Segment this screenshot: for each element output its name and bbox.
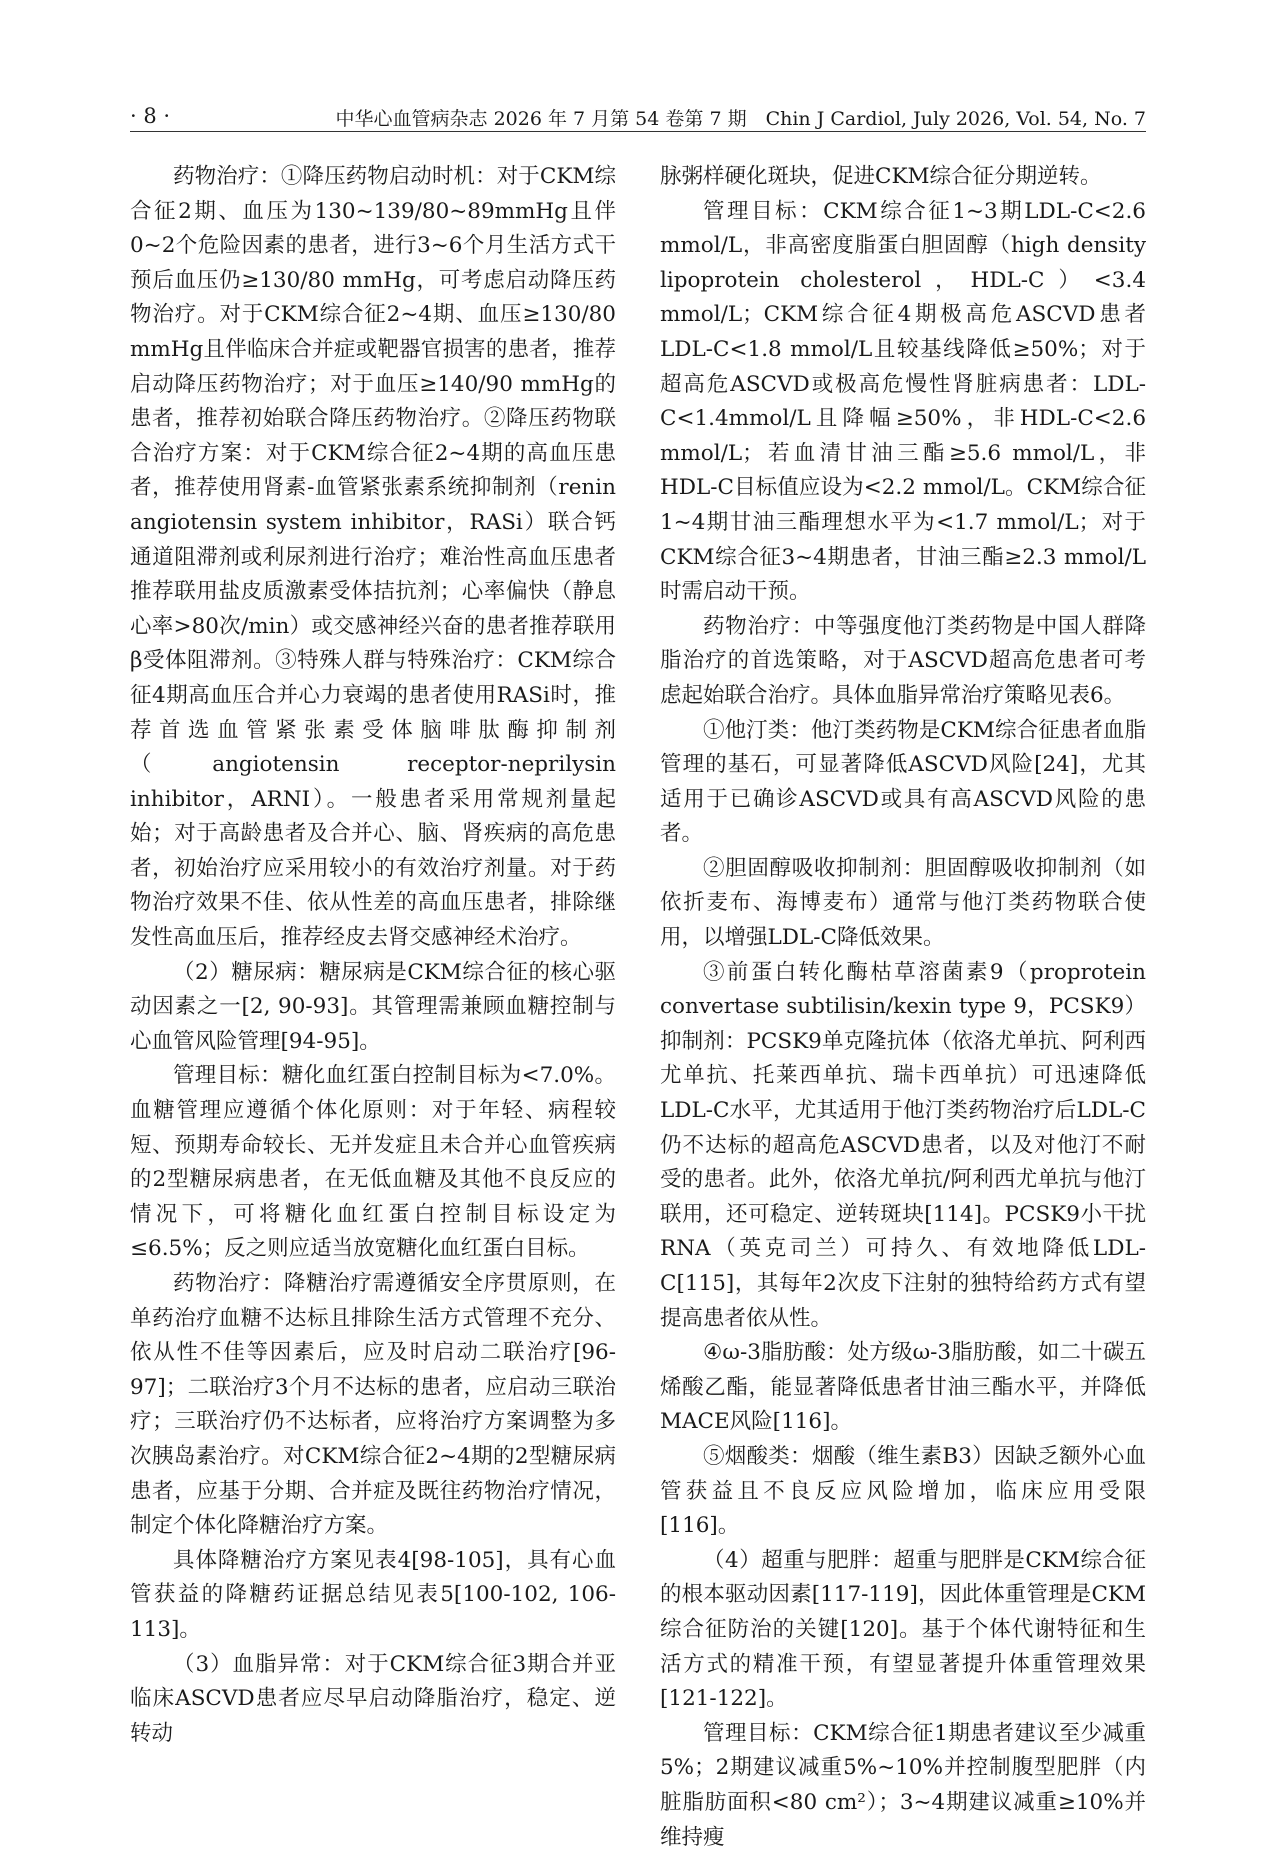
journal-citation: 中华心血管病杂志 2026 年 7 月第 54 卷第 7 期 Chin J Cardiol, July 2026, Vol. 54, No. 7 — [335, 108, 1146, 130]
paragraph: 管理目标：CKM综合征1期患者建议至少减重5%；2期建议减重5%~10%并控制腹型肥胖（内脏脂肪面积<80 cm²）；3~4期建议减重≥10%并维持瘦 — [660, 1720, 1146, 1850]
paragraph: （2）糖尿病：糖尿病是CKM综合征的核心驱动因素之一[2, 90-93]。其管理需兼顾血糖控制与心血管风险管理[94-95]。 — [130, 959, 616, 1054]
paragraph: ④ω-3脂肪酸：处方级ω-3脂肪酸，如二十碳五烯酸乙酯，能显著降低患者甘油三酯水平，并降低MACE风险[116]。 — [660, 1340, 1146, 1435]
paragraph: ①他汀类：他汀类药物是CKM综合征患者血脂管理的基石，可显著降低ASCVD风险[24]，尤其适用于已确诊ASCVD或具有高ASCVD风险的患者。 — [660, 717, 1146, 847]
left-column — [130, 160, 616, 1751]
paragraph: （3）血脂异常：对于CKM综合征3期合并亚临床ASCVD患者应尽早启动降脂治疗，稳定、逆转动 — [130, 1651, 616, 1746]
paragraph-continued: 脉粥样硬化斑块，促进CKM综合征分期逆转。 — [660, 164, 1102, 189]
paragraph: 药物治疗：降糖治疗需遵循安全序贯原则，在单药治疗血糖不达标且排除生活方式管理不充分、依从性不佳等因素后，应及时启动二联治疗[96-97]；二联治疗3个月不达标的患者，应启动三联治疗；三联治疗仍不达标者，应将治疗方案调整为多次胰岛素治疗。对CKM综合征2~4期的2型糖尿病患者，应基于分期、合并症及既往药物治疗情况，制定个体化降糖治疗方案。 — [130, 1271, 616, 1539]
paragraph: 药物治疗：①降压药物启动时机：对于CKM综合征2期、血压为130~139/80~89mmHg且伴0~2个危险因素的患者，进行3~6个月生活方式干预后血压仍≥130/80 mmHg，可考虑启动降压药物治疗。对于CKM综合征2~4期、血压≥130/80 mmHg且伴临床合并症或靶器官损害的患者，推荐启动降压药物治疗；对于血压≥140/90 mmHg的患者，推荐初始联合降压药物治疗。②降压药物联合治疗方案：对于CKM综合征2~4期的高血压患者，推荐使用肾素-血管紧张素系统抑制剂（renin angiotensin system inhibitor，RASi）联合钙通道阻滞剂或利尿剂进行治疗；难治性高血压患者推荐联用盐皮质激素受体拮抗剂；心率偏快（静息心率>80次/min）或交感神经兴奋的患者推荐联用β受体阻滞剂。③特殊人群与特殊治疗：CKM综合征4期高血压合并心力衰竭的患者使用RASi时，推荐首选血管紧张素受体脑啡肽酶抑制剂（angiotensin receptor-neprilysin inhibitor，ARNI）。一般患者采用常规剂量起始；对于高龄患者及合并心、脑、肾疾病的高危患者，初始治疗应采用较小的有效治疗剂量。对于药物治疗效果不佳、依从性差的高血压患者，排除继发性高血压后，推荐经皮去肾交感神经术治疗。 — [130, 164, 616, 951]
header-rule — [130, 131, 1146, 132]
paragraph: 管理目标：CKM综合征1~3期LDL-C<2.6 mmol/L，非高密度脂蛋白胆固醇（high density lipoprotein cholesterol，HDL-C）<3.4 mmol/L；CKM综合征4期极高危ASCVD患者LDL-C<1.8 mmol/L且较基线降低≥50%；对于超高危ASCVD或极高危慢性肾脏病患者：LDL-C<1.4mmol/L且降幅≥50%，非HDL-C<2.6 mmol/L；若血清甘油三酯≥5.6 mmol/L，非HDL-C目标值应设为<2.2 mmol/L。CKM综合征1~4期甘油三酯理想水平为<1.7 mmol/L；对于CKM综合征3~4期患者，甘油三酯≥2.3 mmol/L时需启动干预。 — [660, 198, 1146, 605]
paragraph: 具体降糖治疗方案见表4[98-105]，具有心血管获益的降糖药证据总结见表5[100-102, 106-113]。 — [130, 1547, 616, 1642]
page-number: · 8 · — [130, 104, 171, 128]
right-column — [660, 160, 1146, 1855]
paragraph: ⑤烟酸类：烟酸（维生素B3）因缺乏额外心血管获益且不良反应风险增加，临床应用受限[116]。 — [660, 1443, 1146, 1539]
paragraph: ②胆固醇吸收抑制剂：胆固醇吸收抑制剂（如依折麦布、海博麦布）通常与他汀类药物联合使用，以增强LDL-C降低效果。 — [660, 855, 1146, 951]
running-header — [130, 96, 1146, 130]
paragraph: 管理目标：糖化血红蛋白控制目标为<7.0%。血糖管理应遵循个体化原则：对于年轻、病程较短、预期寿命较长、无并发症且未合并心血管疾病的2型糖尿病患者，在无低血糖及其他不良反应的情况下，可将糖化血红蛋白控制目标设定为≤6.5%；反之则应适当放宽糖化血红蛋白目标。 — [130, 1063, 616, 1262]
paragraph: （4）超重与肥胖：超重与肥胖是CKM综合征的根本驱动因素[117-119]，因此体重管理是CKM综合征防治的关键[120]。基于个体代谢特征和生活方式的精准干预，有望显著提升体重管理效果[121-122]。 — [660, 1547, 1146, 1712]
paragraph: 药物治疗：中等强度他汀类药物是中国人群降脂治疗的首选策略，对于ASCVD超高危患者可考虑起始联合治疗。具体血脂异常治疗策略见表6。 — [660, 613, 1146, 708]
paragraph: ③前蛋白转化酶枯草溶菌素9（proprotein convertase subtilisin/kexin type 9，PCSK9）抑制剂：PCSK9单克隆抗体（依洛尤单抗、阿利西尤单抗、托莱西单抗、瑞卡西单抗）可迅速降低LDL-C水平，尤其适用于他汀类药物治疗后LDL-C仍不达标的超高危ASCVD患者，以及对他汀不耐受的患者。此外，依洛尤单抗/阿利西尤单抗与他汀联用，还可稳定、逆转斑块[114]。PCSK9小干扰RNA（英克司兰）可持久、有效地降低LDL-C[115]，其每年2次皮下注射的独特给药方式有望提高患者依从性。 — [660, 959, 1146, 1331]
